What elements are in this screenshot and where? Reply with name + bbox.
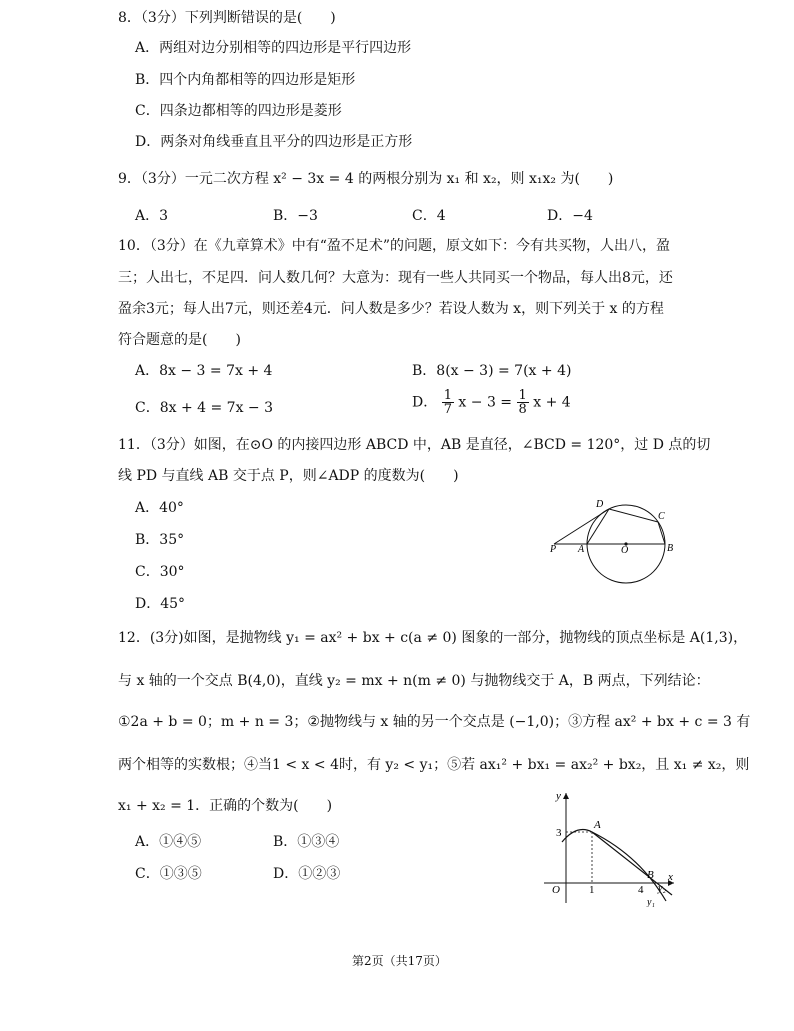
label-b: B	[647, 869, 654, 881]
label-origin: O	[552, 884, 560, 896]
label-three: 3	[556, 827, 562, 839]
q8-option-d: D．两条对角线垂直且平分的四边形是正方形	[135, 134, 413, 150]
y-axis-arrow	[563, 793, 569, 799]
q10-option-d-middle: x − 3 =	[458, 394, 513, 411]
q10-line-4: 符合题意的是( )	[118, 332, 241, 348]
q10-option-d-fraction-2	[517, 389, 529, 416]
fraction-denominator: 7	[443, 402, 452, 417]
q8-option-a: A．两组对边分别相等的四边形是平行四边形	[135, 40, 412, 56]
q10-option-c: C．8x + 4 = 7x − 3	[135, 400, 274, 416]
label-x: x	[668, 871, 673, 883]
q11-circle-figure	[540, 495, 690, 595]
q8-option-b: B．四个内角都相等的四边形是矩形	[135, 72, 356, 88]
label-y2: y₂	[658, 883, 666, 894]
q11-line-2: 线 PD 与直线 AB 交于点 P，则∠ADP 的度数为( )	[118, 468, 459, 484]
label-c: C	[658, 511, 665, 522]
q10-option-d-end: x + 4	[533, 394, 571, 411]
q11-option-c: C．30°	[135, 564, 185, 580]
q10-option-d	[412, 389, 571, 416]
fraction-denominator: 8	[518, 402, 527, 417]
q8-stem: 8．（3分）下列判断错误的是( )	[118, 10, 336, 26]
q9-option-d: D．−4	[547, 208, 593, 224]
q9-stem: 9．（3分）一元二次方程 x² − 3x = 4 的两根分别为 x₁ 和 x₂，则 x₁x₂ 为( )	[118, 171, 614, 187]
label-a: A	[594, 819, 601, 831]
q12-parabola-figure	[544, 787, 684, 907]
label-a: A	[578, 544, 585, 555]
q11-option-d: D．45°	[135, 596, 186, 612]
q12-line-2: 与 x 轴的一个交点 B(4,0)，直线 y₂ = mx + n(m ≠ 0) 与抛物线交于 A，B 两点，下列结论：	[118, 673, 710, 689]
q10-option-a: A．8x − 3 = 7x + 4	[135, 363, 273, 379]
q12-line-4: 两个相等的实数根；④当1 < x < 4时，有 y₂ < y₁；⑤若 ax₁² + bx₁ = ax₂² + bx₂，且 x₁ ≠ x₂，则	[118, 757, 750, 773]
q10-option-b: B．8(x − 3) = 7(x + 4)	[412, 363, 572, 379]
label-b: B	[667, 543, 674, 554]
q11-option-a: A．40°	[135, 500, 184, 516]
q10-line-2: 三；人出七，不足四．问人数几何？大意为：现有一些人共同买一个物品，每人出8元，还	[118, 270, 673, 286]
q9-option-a: A．3	[135, 208, 169, 224]
page-footer: 第2页（共17页）	[352, 954, 447, 968]
q10-option-d-fraction-1	[442, 389, 454, 416]
q9-option-b: B．−3	[273, 208, 318, 224]
q12-option-a: A．①④⑤	[135, 834, 202, 850]
q10-line-3: 盈余3元；每人出7元，则还差4元．问人数是多少？若设人数为 x，则下列关于 x 的方程	[118, 301, 664, 317]
q12-option-b: B．①③④	[273, 834, 340, 850]
chord-ad	[587, 509, 609, 544]
q12-line-3: ①2a + b = 0；m + n = 3；②抛物线与 x 轴的另一个交点是 (−1,0)；③方程 ax² + bx + c = 3 有	[118, 714, 751, 730]
q12-line-1: 12．(3分)如图，是抛物线 y₁ = ax² + bx + c(a ≠ 0) 图象的一部分，抛物线的顶点坐标是 A(1,3)，	[118, 630, 748, 646]
label-p: P	[550, 544, 557, 555]
q9-option-c: C．4	[412, 208, 446, 224]
tangent-pd	[554, 509, 609, 544]
q11-line-1: 11．（3分）如图，在⊙O 的内接四边形 ABCD 中，AB 是直径，∠BCD = 120°，过 D 点的切	[118, 437, 711, 453]
q10-line-1: 10．（3分）在《九章算术》中有“盈不足术”的问题，原文如下：今有共买物，人出八，盈	[118, 238, 671, 254]
label-y: y	[556, 790, 561, 802]
label-one: 1	[589, 884, 595, 896]
label-o: O	[621, 545, 629, 556]
q10-option-d-label: D．	[412, 394, 438, 411]
fraction-numerator: 1	[518, 388, 527, 403]
parabola-y1	[562, 830, 666, 901]
q12-option-c: C．①③⑤	[135, 866, 202, 882]
label-d: D	[596, 499, 604, 510]
label-y1: y₁	[647, 897, 655, 907]
q8-option-c: C．四条边都相等的四边形是菱形	[135, 103, 342, 119]
q11-option-b: B．35°	[135, 532, 185, 548]
q12-option-d: D．①②③	[273, 866, 341, 882]
label-four: 4	[638, 884, 644, 896]
chord-dc	[609, 509, 658, 522]
q12-line-5: x₁ + x₂ = 1．正确的个数为( )	[118, 798, 333, 814]
chord-cb	[658, 522, 665, 544]
fraction-numerator: 1	[443, 388, 452, 403]
